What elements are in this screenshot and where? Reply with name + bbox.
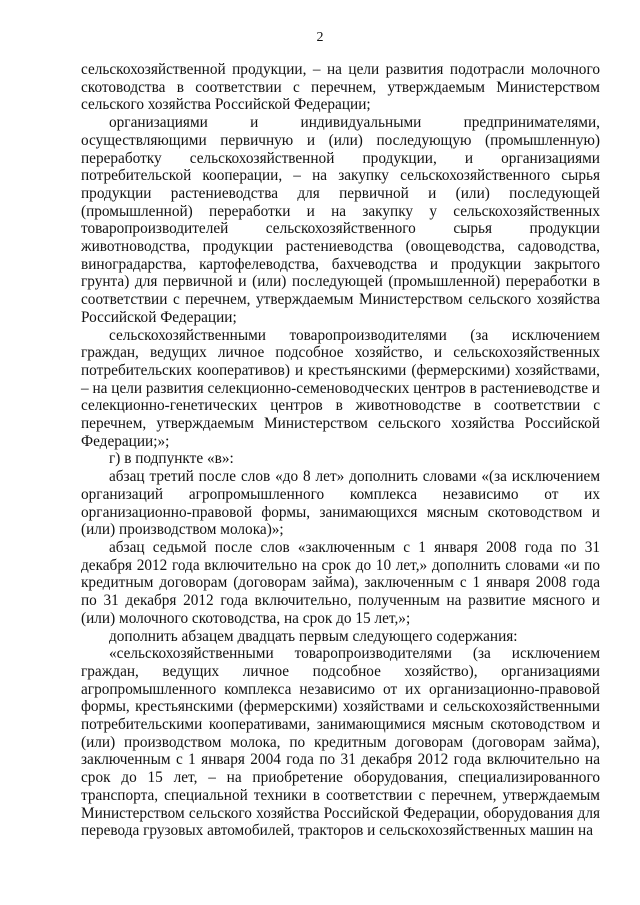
paragraph: «сельскохозяйственными товаропроизводителями (за исключением граждан, ведущих личное подсобное хозяйство), организациями агропромышленного комплекса независимо от их организационно-правовой формы, крестьянскими (фермерскими) хозяйствами и сельскохозяйственными потребительскими кооперативами, занимающимися мясным скотоводством и (или) производством молока, по кредитным договорам (договорам займа), заключенным с 1 января 2004 года по 31 декабря 2012 года включительно на срок до 15 лет, – на приобретение оборудования, специализированного транспорта, специальной техники в соответствии с перечнем, утверждаемым Министерством сельского хозяйства Российской Федерации, оборудования для перевода грузовых автомобилей, тракторов и сельскохозяйственных машин на — [81, 645, 600, 840]
paragraph: абзац третий после слов «до 8 лет» дополнить словами «(за исключением организаций агропромышленного комплекса независимо от их организационно-правовой формы, занимающихся мясным скотоводством и (или) производством молока)»; — [81, 468, 600, 539]
paragraph: дополнить абзацем двадцать первым следующего содержания: — [109, 627, 518, 645]
paragraph: сельскохозяйственной продукции, – на цели развития подотрасли молочного скотоводства в соответствии с перечнем, утверждаемым Министерством сельского хозяйства Российской Федерации; — [81, 61, 600, 114]
paragraph: сельскохозяйственными товаропроизводителями (за исключением граждан, ведущих личное подсобное хозяйство, и сельскохозяйственных потребительских кооперативов) и крестьянскими (фермерскими) хозяйствами, – на цели развития селекционно-семеноводческих центров в растениеводстве и селекционно-генетических центров в животноводстве в соответствии с перечнем, утверждаемым Министерством сельского хозяйства Российской Федерации;»; — [81, 326, 600, 450]
paragraph: организациями и индивидуальными предпринимателями, осуществляющими первичную и (или) последующую (промышленную) переработку сельскохозяйственной продукции, и организациями потребительской кооперации, – на закупку сельскохозяйственного сырья продукции растениеводства для первичной и (или) последующей (промышленной) переработки и на закупку у сельскохозяйственных товаропроизводителей сельскохозяйственного сырья продукции животноводства, продукции растениеводства (овощеводства, садоводства, виноградарства, картофелеводства, бахчеводства и продукции закрытого грунта) для первичной и (или) последующей (промышленной) переработки в соответствии с перечнем, утверждаемым Министерством сельского хозяйства Российской Федерации; — [81, 114, 600, 326]
paragraph: г) в подпункте «в»: — [109, 450, 234, 468]
page-number: 2 — [316, 30, 324, 45]
document-body — [81, 61, 600, 840]
paragraph: абзац седьмой после слов «заключенным с 1 января 2008 года по 31 декабря 2012 года включительно на срок до 10 лет,» дополнить словами «и по кредитным договорам (договорам займа), заключенным с 1 января 2008 года по 31 декабря 2012 года включительно, полученным на развитие мясного и (или) молочного скотоводства, на срок до 15 лет,»; — [81, 538, 600, 627]
